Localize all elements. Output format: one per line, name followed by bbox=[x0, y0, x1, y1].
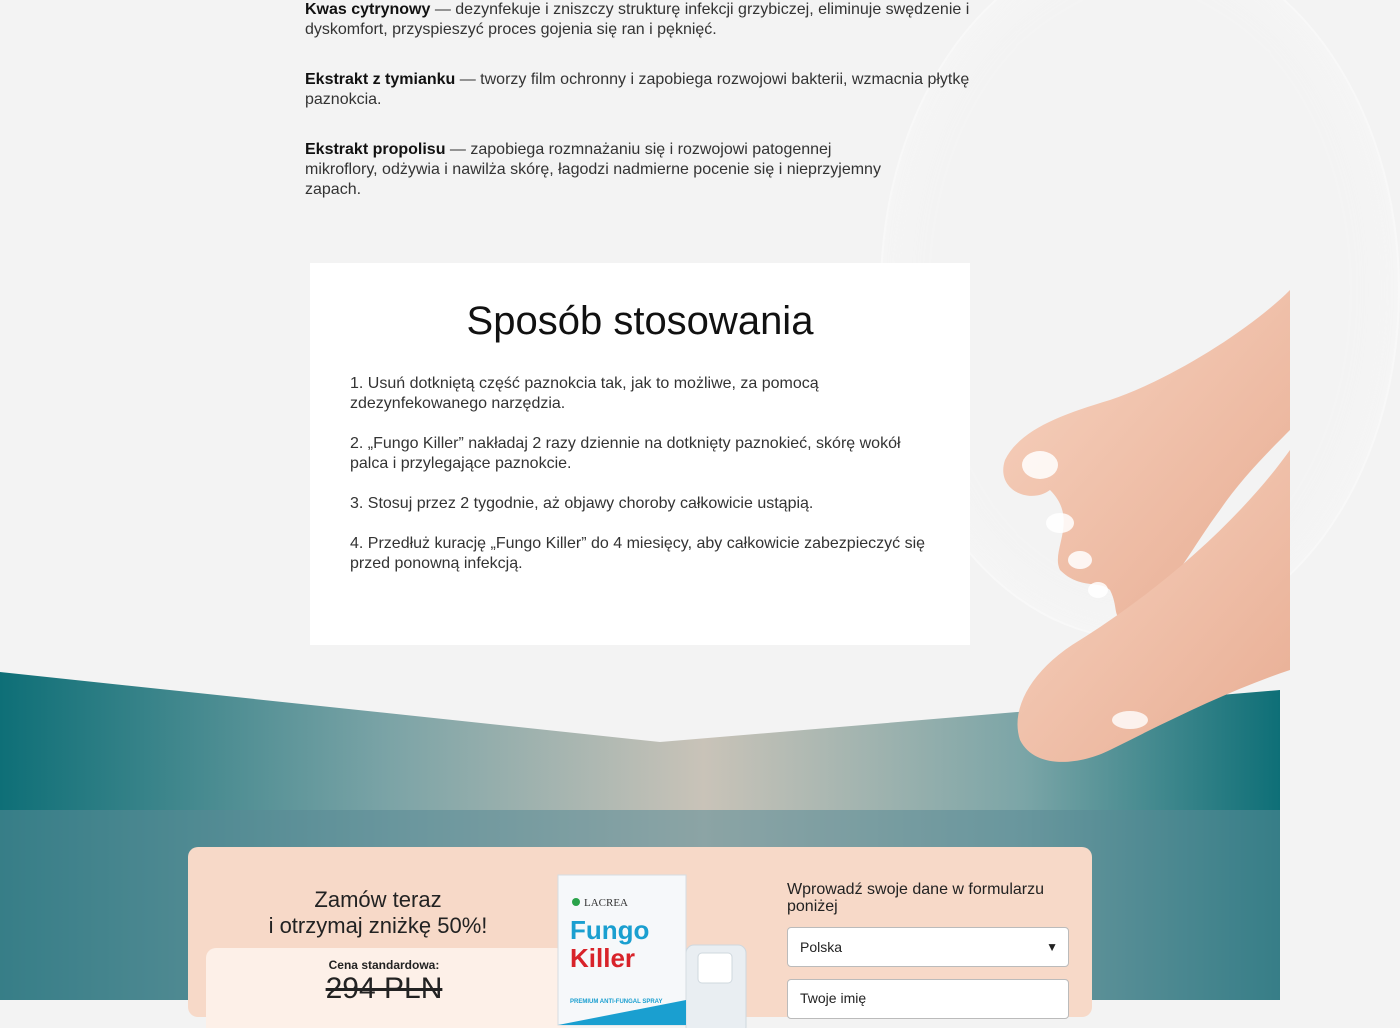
order-title-line: i otrzymaj zniżkę 50%! bbox=[268, 913, 488, 938]
product-image bbox=[558, 875, 758, 1025]
usage-card bbox=[310, 263, 970, 645]
ingredient-name: Ekstrakt z tymianku bbox=[305, 71, 456, 88]
usage-title: Sposób stosowania bbox=[466, 299, 814, 343]
product-name-line2: Killer bbox=[570, 943, 636, 973]
usage-step: 3. Stosuj przez 2 tygodnie, aż objawy choroby całkowicie ustąpią. bbox=[350, 495, 814, 512]
price-box bbox=[206, 948, 566, 1028]
ingredient-desc: — dezynfekuje i zniszczy strukturę infekcji grzybiczej, eliminuje swędzenie i dyskomfort, przyspieszyć proces gojenia się ran i pęknięć. bbox=[305, 1, 970, 38]
ingredient-name: Kwas cytrynowy bbox=[305, 1, 431, 18]
country-select-value: Polska bbox=[800, 939, 843, 955]
ingredient-item bbox=[305, 140, 885, 200]
usage-steps bbox=[350, 374, 930, 594]
product-subtitle: PREMIUM ANTI-FUNGAL SPRAY bbox=[570, 999, 663, 1005]
form-title: Wprowadź swoje dane w formularzu poniżej bbox=[787, 881, 1044, 915]
ingredient-item bbox=[305, 70, 975, 110]
usage-step: 2. „Fungo Killer” nakładaj 2 razy dziennie na dotknięty paznokieć, skórę wokół palca i przylegające paznokcie. bbox=[350, 435, 901, 472]
ingredient-item bbox=[305, 0, 975, 40]
ingredient-name: Ekstrakt propolisu bbox=[305, 141, 446, 158]
name-input-placeholder: Twoje imię bbox=[800, 990, 867, 1006]
order-title-line: Zamów teraz bbox=[314, 887, 442, 912]
usage-step: 1. Usuń dotkniętą część paznokcia tak, jak to możliwe, za pomocą zdezynfekowanego narzędzia. bbox=[350, 375, 819, 412]
price-label: Cena standardowa: bbox=[328, 958, 440, 972]
country-select[interactable] bbox=[787, 927, 1069, 967]
chevron-down-icon: ▼ bbox=[1046, 940, 1058, 954]
ingredient-desc: — tworzy film ochronny i zapobiega rozwojowi bakterii, wzmacnia płytkę paznokcia. bbox=[305, 71, 970, 108]
name-input[interactable] bbox=[787, 979, 1069, 1019]
feet-image bbox=[990, 290, 1290, 790]
old-price: 294 PLN bbox=[325, 972, 443, 1005]
ingredients-list bbox=[305, 0, 975, 230]
product-brand: LACREA bbox=[584, 897, 628, 909]
order-title bbox=[248, 887, 508, 939]
usage-step: 4. Przedłuż kurację „Fungo Killer” do 4 miesięcy, aby całkowicie zabezpieczyć się przed ponowną infekcją. bbox=[350, 535, 926, 572]
product-name-line1: Fungo bbox=[570, 915, 650, 945]
order-panel bbox=[188, 847, 1092, 1017]
ingredient-desc: — zapobiega rozmnażaniu się i rozwojowi patogennej mikroflory, odżywia i nawilża skórę, łagodzi nadmierne pocenie się i nieprzyjemny zapach. bbox=[305, 141, 881, 198]
